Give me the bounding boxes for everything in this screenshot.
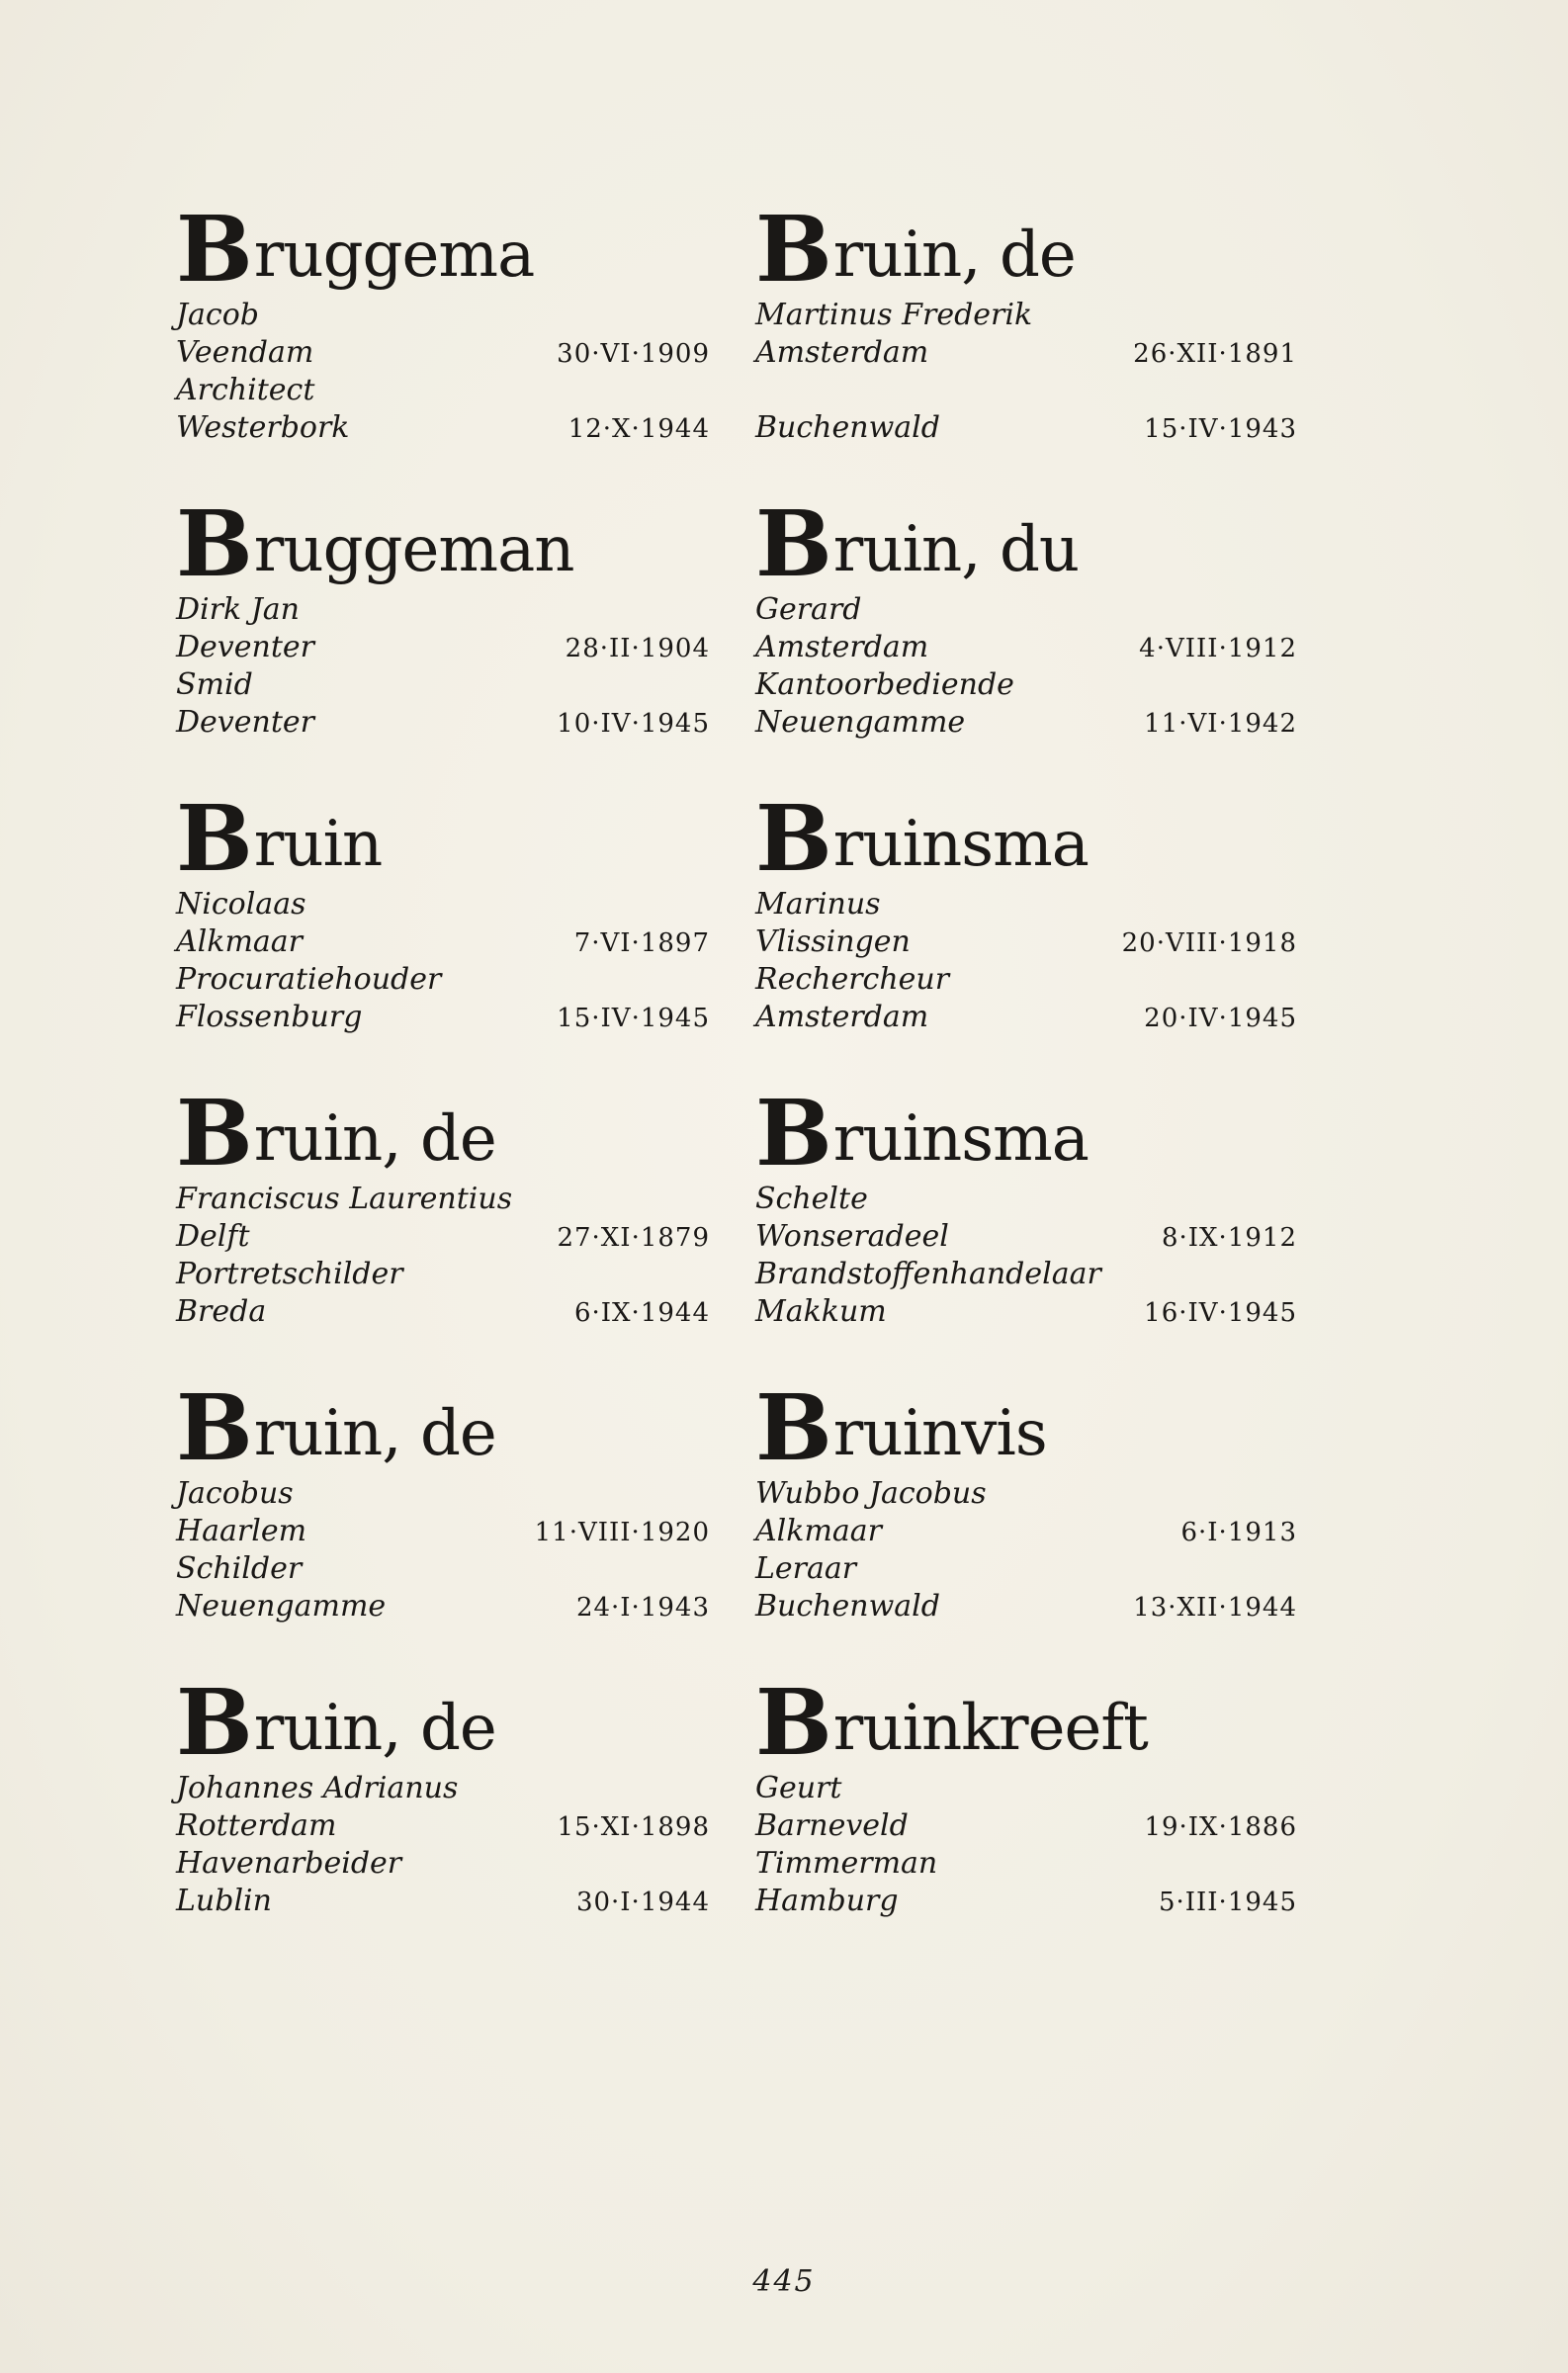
birth-line [755,1218,1297,1256]
name-entry [176,1631,710,1926]
death-date: 30·I·1944 [575,1888,710,1917]
birth-date: 6·I·1913 [1180,1518,1297,1547]
name-entry [176,1337,710,1631]
surname-rest: ruin, de [253,1102,496,1176]
surname-heading [176,1631,710,1777]
birth-date: 11·VIII·1920 [534,1518,710,1547]
birth-date: 30·VI·1909 [557,339,710,369]
name-entry [176,747,710,1042]
surname-heading [176,453,710,598]
birth-line [176,629,710,666]
surname-initial: B [176,1080,252,1187]
given-names: Jacob [176,298,259,332]
given-names-line [176,591,710,629]
name-entry [755,158,1297,453]
surname-heading [755,747,1297,893]
birth-place: Amsterdam [755,630,929,664]
birth-place: Vlissingen [755,924,911,959]
death-line [755,999,1297,1036]
surname-rest: ruin, de [832,219,1076,292]
birth-line [176,334,710,372]
occupation: Timmerman [755,1846,938,1881]
surname-initial: B [755,785,831,893]
surname-initial: B [176,785,252,893]
death-place: Buchenwald [755,410,940,445]
occupation: Schilder [176,1551,303,1586]
birth-place: Alkmaar [176,924,303,959]
surname-initial: B [755,1669,831,1777]
surname-rest: ruinkreeft [832,1692,1148,1765]
name-entry [176,1042,710,1337]
birth-date: 27·XI·1879 [557,1223,710,1253]
occupation-line [755,372,1297,409]
birth-place: Veendam [176,335,314,370]
death-date: 13·XII·1944 [1133,1593,1297,1623]
occupation: Smid [176,667,253,702]
death-line [755,1293,1297,1331]
surname-rest: ruin [253,808,383,881]
surname-initial: B [755,490,831,598]
surname-initial: B [755,196,831,304]
death-date: 11·VI·1942 [1144,709,1297,739]
right-column [755,158,1297,1926]
death-place: Neuengamme [755,705,966,740]
birth-place: Deventer [176,630,314,664]
surname-heading [755,1337,1297,1482]
death-line [176,999,710,1036]
given-names: Geurt [755,1771,842,1805]
occupation-line [755,1256,1297,1293]
occupation-line [755,961,1297,999]
birth-line [755,334,1297,372]
surname-heading [755,1042,1297,1187]
death-line [176,1293,710,1331]
birth-date: 20·VIII·1918 [1121,928,1297,958]
name-entry [755,1042,1297,1337]
given-names-line [755,1475,1297,1513]
birth-date: 28·II·1904 [565,634,710,663]
death-date: 24·I·1943 [575,1593,710,1623]
name-entry [176,158,710,453]
given-names-line [176,886,710,923]
birth-line [176,1513,710,1550]
given-names-line [755,886,1297,923]
death-place: Amsterdam [755,1000,929,1034]
birth-date: 7·VI·1897 [573,928,710,958]
occupation-line [755,666,1297,704]
surname-initial: B [176,1374,252,1482]
death-date: 10·IV·1945 [557,709,710,739]
occupation-line [755,1845,1297,1883]
surname-rest: ruggeman [253,513,574,586]
surname-heading [176,1042,710,1187]
death-place: Hamburg [755,1884,899,1918]
occupation: Procuratiehouder [176,962,442,997]
name-entry [755,747,1297,1042]
left-column [176,158,710,1926]
given-names: Gerard [755,592,862,627]
occupation-line [755,1550,1297,1588]
birth-line [176,923,710,961]
birth-line [755,923,1297,961]
name-entry [755,1337,1297,1631]
occupation-line [176,372,710,409]
given-names: Marinus [755,887,881,922]
surname-heading [755,158,1297,304]
given-names: Wubbo Jacobus [755,1476,987,1511]
occupation-line [176,1256,710,1293]
death-line [755,1883,1297,1920]
surname-initial: B [176,1669,252,1777]
occupation-line [176,666,710,704]
surname-rest: ruin, de [253,1692,496,1765]
birth-place: Barneveld [755,1808,909,1843]
death-date: 15·IV·1945 [557,1004,710,1033]
birth-place: Rotterdam [176,1808,337,1843]
name-entry [755,1631,1297,1926]
surname-heading [176,158,710,304]
death-line [176,1883,710,1920]
birth-date: 26·XII·1891 [1133,339,1297,369]
death-date: 6·IX·1944 [573,1298,710,1328]
birth-line [755,629,1297,666]
given-names-line [176,1475,710,1513]
death-place: Lublin [176,1884,272,1918]
surname-initial: B [176,490,252,598]
occupation-line [176,1845,710,1883]
surname-rest: ruin, de [253,1397,496,1470]
birth-place: Wonseradeel [755,1219,949,1254]
death-line [755,1588,1297,1626]
birth-place: Delft [176,1219,250,1254]
death-place: Deventer [176,705,314,740]
given-names-line [176,297,710,334]
birth-date: 15·XI·1898 [557,1812,710,1842]
given-names-line [755,297,1297,334]
death-date: 12·X·1944 [567,414,710,444]
given-names: Johannes Adrianus [176,1771,459,1805]
death-place: Westerbork [176,410,350,445]
death-place: Buchenwald [755,1589,940,1624]
surname-rest: ruinsma [832,1102,1089,1176]
surname-heading [755,453,1297,598]
surname-heading [176,1337,710,1482]
birth-place: Haarlem [176,1514,307,1548]
occupation: Rechercheur [755,962,950,997]
death-place: Makkum [755,1294,887,1329]
death-line [755,704,1297,742]
birth-line [755,1807,1297,1845]
given-names-line [755,591,1297,629]
given-names: Nicolaas [176,887,306,922]
death-date: 5·III·1945 [1158,1888,1297,1917]
death-line [755,409,1297,447]
death-date: 20·IV·1945 [1144,1004,1297,1033]
surname-rest: ruggema [253,219,535,292]
birth-date: 19·IX·1886 [1144,1812,1297,1842]
surname-initial: B [755,1374,831,1482]
name-entry [755,453,1297,747]
given-names-line [176,1181,710,1218]
death-line [176,1588,710,1626]
death-line [176,704,710,742]
birth-line [755,1513,1297,1550]
occupation: Architect [176,373,315,407]
surname-rest: ruinsma [832,808,1089,881]
surname-rest: ruin, du [832,513,1080,586]
surname-initial: B [176,196,252,304]
surname-initial: B [755,1080,831,1187]
occupation: Havenarbeider [176,1846,402,1881]
death-date: 16·IV·1945 [1144,1298,1297,1328]
birth-place: Amsterdam [755,335,929,370]
death-place: Flossenburg [176,1000,363,1034]
death-line [176,409,710,447]
occupation: Kantoorbediende [755,667,1014,702]
surname-heading [176,747,710,893]
given-names: Martinus Frederik [755,298,1033,332]
name-entry [176,453,710,747]
given-names-line [755,1770,1297,1807]
birth-place: Alkmaar [755,1514,882,1548]
occupation-line [176,961,710,999]
birth-date: 8·IX·1912 [1161,1223,1297,1253]
death-place: Neuengamme [176,1589,387,1624]
given-names: Franciscus Laurentius [176,1182,513,1216]
occupation-line [176,1550,710,1588]
birth-date: 4·VIII·1912 [1139,634,1297,663]
occupation: Portretschilder [176,1257,403,1291]
surname-heading [755,1631,1297,1777]
page-number: 445 [752,2264,816,2299]
occupation: Leraar [755,1551,857,1586]
birth-line [176,1807,710,1845]
given-names: Jacobus [176,1476,294,1511]
given-names: Schelte [755,1182,868,1216]
given-names-line [755,1181,1297,1218]
given-names-line [176,1770,710,1807]
given-names: Dirk Jan [176,592,300,627]
death-date: 15·IV·1943 [1144,414,1297,444]
birth-line [176,1218,710,1256]
surname-rest: ruinvis [832,1397,1047,1470]
occupation: Brandstoffenhandelaar [755,1257,1101,1291]
death-place: Breda [176,1294,267,1329]
